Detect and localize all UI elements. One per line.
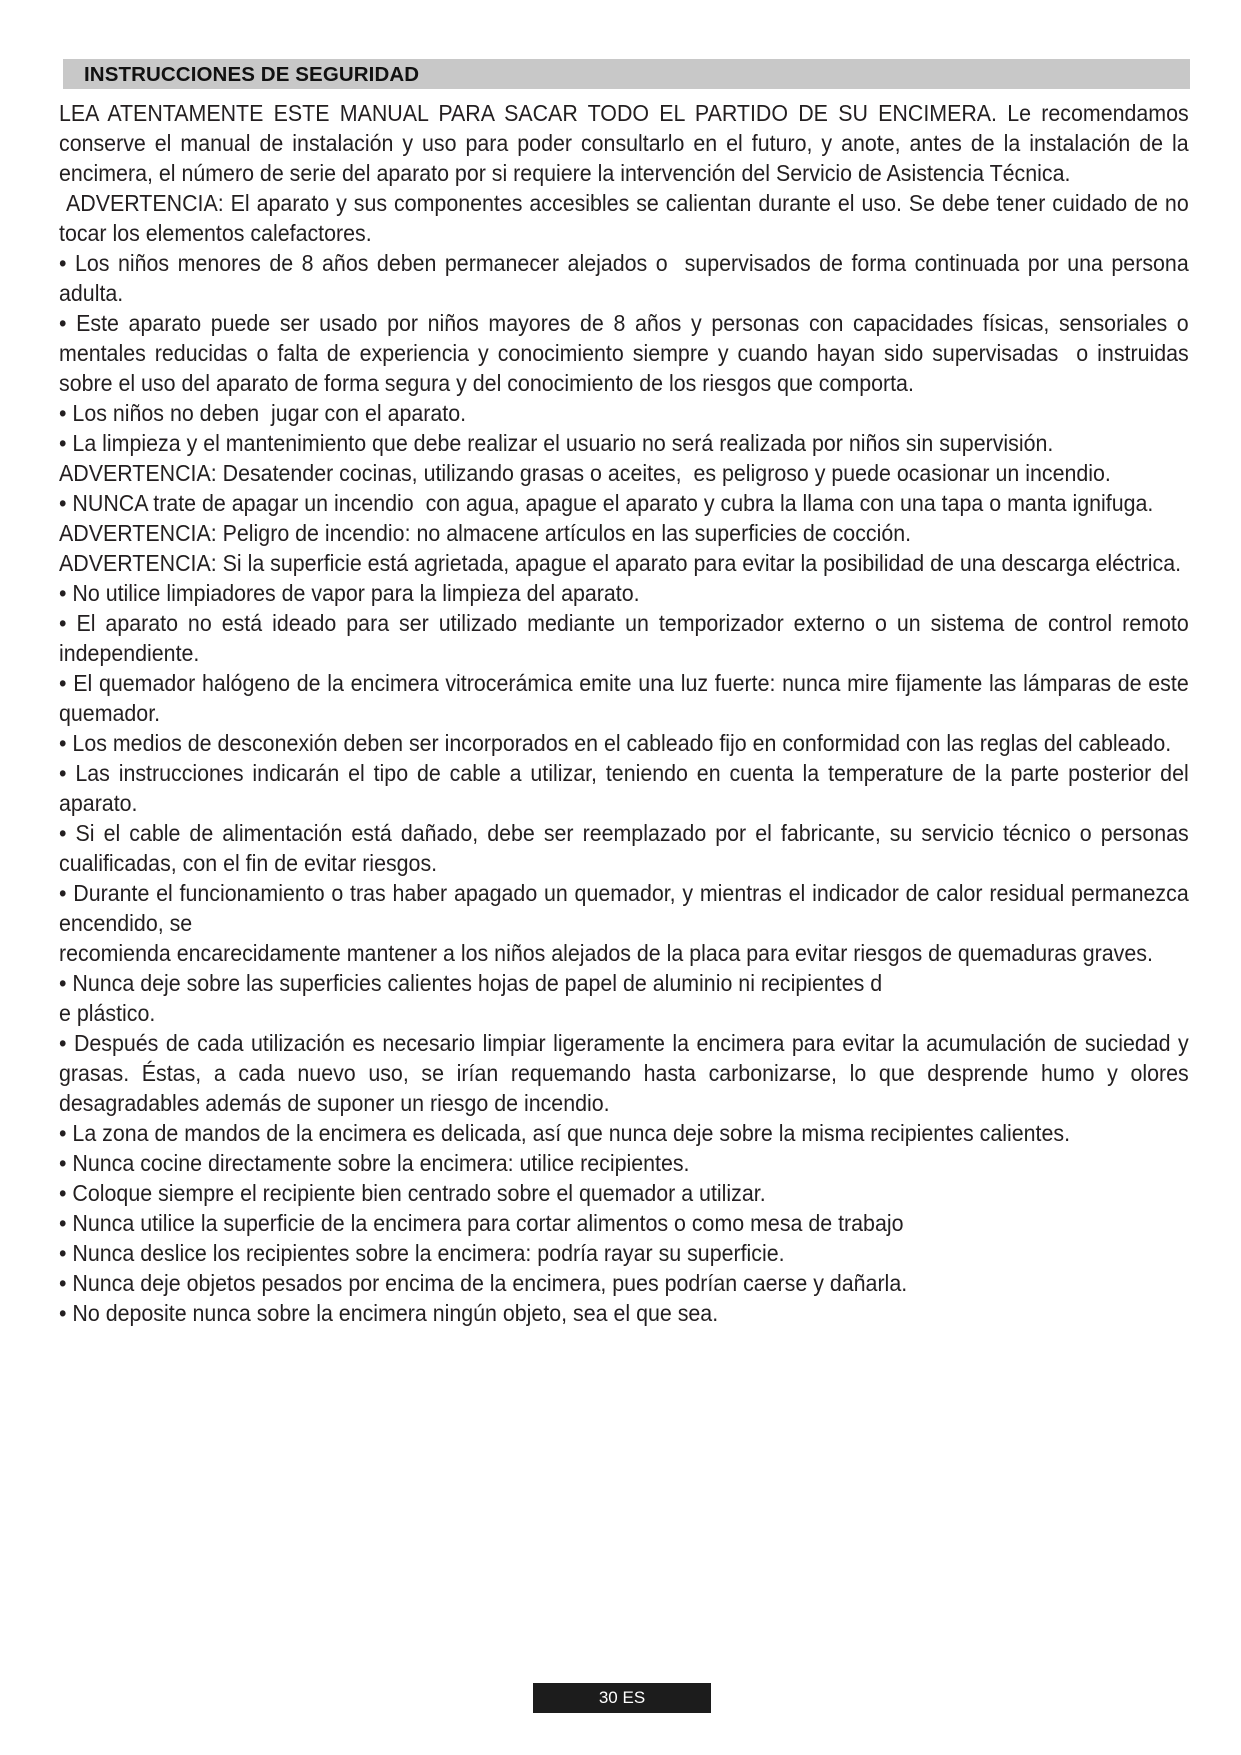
- paragraph: • El aparato no está ideado para ser utilizado mediante un temporizador externo o un sistema de control remoto independiente.: [59, 610, 1189, 666]
- paragraph: • La zona de mandos de la encimera es delicada, así que nunca deje sobre la misma recipientes calientes.: [59, 1120, 1071, 1146]
- page-number: 30 ES: [533, 1683, 711, 1713]
- paragraph: • Durante el funcionamiento o tras haber apagado un quemador, y mientras el indicador de calor residual permanezca encendido, se: [59, 880, 1189, 936]
- paragraph: • El quemador halógeno de la encimera vitrocerámica emite una luz fuerte: nunca mire fijamente las lámparas de este quemador.: [59, 670, 1189, 726]
- paragraph: e plástico.: [59, 1000, 156, 1026]
- paragraph: • Las instrucciones indicarán el tipo de cable a utilizar, teniendo en cuenta la temperature de la parte posterior del aparato.: [59, 760, 1189, 816]
- paragraph: • Si el cable de alimentación está dañado, debe ser reemplazado por el fabricante, su servicio técnico o personas cualificadas, con el fin de evitar riesgos.: [59, 820, 1189, 876]
- paragraph: • Coloque siempre el recipiente bien centrado sobre el quemador a utilizar.: [59, 1180, 766, 1206]
- section-title: INSTRUCCIONES DE SEGURIDAD: [63, 59, 1190, 89]
- paragraph: • Nunca utilice la superficie de la encimera para cortar alimentos o como mesa de trabajo: [59, 1210, 904, 1236]
- paragraph: ADVERTENCIA: El aparato y sus componentes accesibles se calientan durante el uso. Se debe tener cuidado de no tocar los elementos calefactores.: [59, 190, 1195, 246]
- paragraph: • La limpieza y el mantenimiento que debe realizar el usuario no será realizada por niños sin supervisión.: [59, 430, 1054, 456]
- paragraph: • Nunca deje objetos pesados por encima de la encimera, pues podrían caerse y dañarla.: [59, 1270, 908, 1296]
- paragraph: ADVERTENCIA: Peligro de incendio: no almacene artículos en las superficies de cocción.: [59, 520, 912, 546]
- paragraph: • Nunca cocine directamente sobre la encimera: utilice recipientes.: [59, 1150, 690, 1176]
- paragraph: ADVERTENCIA: Desatender cocinas, utilizando grasas o aceites, es peligroso y puede ocasionar un incendio.: [59, 460, 1111, 486]
- paragraph: • No utilice limpiadores de vapor para la limpieza del aparato.: [59, 580, 640, 606]
- paragraph: • Nunca deje sobre las superficies calientes hojas de papel de aluminio ni recipientes d: [59, 970, 883, 996]
- paragraph: recomienda encarecidamente mantener a los niños alejados de la placa para evitar riesgos de quemaduras graves.: [59, 940, 1153, 966]
- paragraph: • Después de cada utilización es necesario limpiar ligeramente la encimera para evitar la acumulación de suciedad y grasas. Éstas, a cada nuevo uso, se irían requemando hasta carbonizarse, lo que desprende humo y olores desagradables además de suponer un riesgo de incendio.: [59, 1030, 1189, 1116]
- paragraph: • Nunca deslice los recipientes sobre la encimera: podría rayar su superficie.: [59, 1240, 785, 1266]
- paragraph: • Los niños menores de 8 años deben permanecer alejados o supervisados de forma continuada por una persona adulta.: [59, 250, 1195, 306]
- paragraph: • Los niños no deben jugar con el aparato.: [59, 400, 467, 426]
- paragraph: • No deposite nunca sobre la encimera ningún objeto, sea el que sea.: [59, 1300, 719, 1326]
- paragraph: ADVERTENCIA: Si la superficie está agrietada, apague el aparato para evitar la posibilidad de una descarga eléctrica.: [59, 550, 1182, 576]
- safety-instructions-body: [59, 98, 1195, 1328]
- paragraph: • NUNCA trate de apagar un incendio con agua, apague el aparato y cubra la llama con una tapa o manta ignifuga.: [59, 490, 1154, 516]
- paragraph: • Este aparato puede ser usado por niños mayores de 8 años y personas con capacidades físicas, sensoriales o mentales reducidas o falta de experiencia y conocimiento siempre y cuando hayan sido supervisadas o instruidas sobre el uso del aparato de forma segura y del conocimiento de los riesgos que comporta.: [59, 310, 1195, 396]
- paragraph: LEA ATENTAMENTE ESTE MANUAL PARA SACAR TODO EL PARTIDO DE SU ENCIMERA. Le recomendamos conserve el manual de instalación y uso para poder consultarlo en el futuro, y anote, antes de la instalación de la encimera, el número de serie del aparato por si requiere la intervención del Servicio de Asistencia Técnica.: [59, 100, 1189, 186]
- paragraph: • Los medios de desconexión deben ser incorporados en el cableado fijo en conformidad con las reglas del cableado.: [59, 730, 1172, 756]
